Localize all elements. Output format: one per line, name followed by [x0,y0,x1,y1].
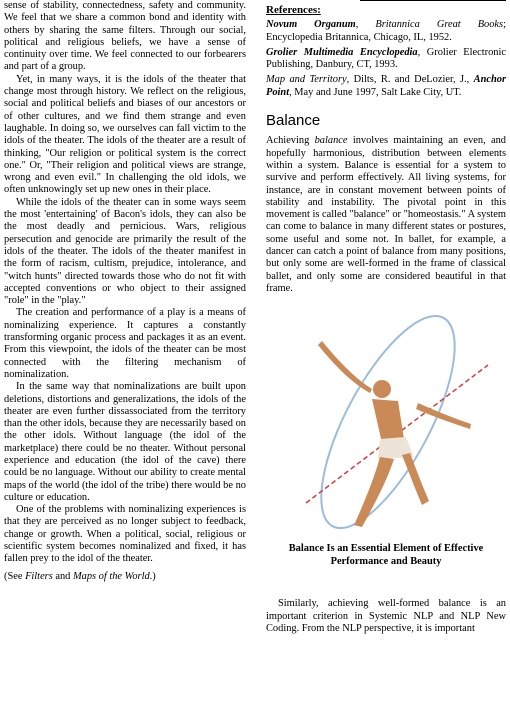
reference-title: Map and Territory [266,74,347,86]
section-heading-balance: Balance [266,112,321,130]
dancer-figure [318,341,471,527]
paragraph: One of the problems with nominalizing experiences is that they are perceived as no longer subject to feedback, change or growth. When a political, social, religious or scientific system becomes nominalized and fixed, it has fallen prey to the idol of the theater. [4,504,246,565]
reference-text: ; Encyclopedia Britannica, Chicago, IL, 1952. [266,19,506,43]
reference-item [266,74,506,99]
paragraph: Similarly, achieving well-formed balance is an important criterion in Systemic NLP and NLP New Coding. From the NLP perspective, it is important [266,598,506,634]
reference-text: , Grolier Electronic Publishing, Danbury, CT, 1993. [266,46,506,71]
paragraph: Yet, in many ways, it is the idols of the theater that change most through history. We reflect on the religious, social and political beliefs and biases of our ancestors or of other cultures, and we find them strange and even laughable. In doing so, we ourselves can fall victim to the idols of the theater. The idols of the theater are a result of thinking, "Our religion or political system is the correct one." Or, "Their religion and political views are strange, wrong and even evil." In challenging the old idols, we often unknowingly set up new ones in their place. [4,73,246,196]
reference-item [266,47,506,72]
see-also [4,571,246,583]
paragraph-text: involves maintaining an even, and hopefully harmonious, distribution between elements within a system. Balance is essential for a system to survive and perform effectively. All living systems, for instance, are in constant movement between points of stability and instability. The pivotal point in this movement is called "balance" or "homeostasis." A system can come to balance in many different states or postures, some useful and some not. In ballet, for example, a dancer can catch a point of balance from many positions, but only some are well-formed in the frame of classical ballet, and only some are considered beautiful in that frame. [266,135,506,294]
figure-caption: Balance Is an Essential Element of Effective Performance and Beauty [288,543,484,567]
reference-text: , Dilts, R. and DeLozier, J., [346,74,474,86]
paragraph-text: Achieving [266,135,315,147]
references-heading: References: [266,4,321,16]
reference-text: , [355,19,376,31]
see-also-text: and [52,570,73,582]
link-filters[interactable]: Filters [25,570,53,582]
reference-title: Novum Organum [266,19,356,31]
spacer [266,568,506,598]
reference-text: , May and June 1997, Salt Lake City, UT. [289,86,462,98]
paragraph: sense of stability, connectedness, safety and community. We feel that we share a common bond and identity with others by sharing the same filters. Through our social, political and religious beliefs, we have a sense of continuity over time. We feel connected to our forbearers and part of a group. [4,0,246,73]
link-maps-of-the-world[interactable]: Maps of the World [72,570,150,582]
reference-journal: Anchor Point [266,74,506,98]
dancer-illustration [266,307,506,537]
paragraph: In the same way that nominalizations are built upon deletions, distortions and generalizations, the idols of the theater are even further dissassociated from the territory than the other idols, because they are necessarily based on the other idols. Without language (the idol of the marketplace) there could be no theater. Without personal experience and education (the idol of the cave) there could be no language. Without our ability to create mental maps of the world (the idol of the tribe) there would be no culture or education. [4,381,246,503]
paragraph: While the idols of the theater can in some ways seem the most 'entertaining' of Bacon's idols, they can also be the most deadly and pernicious. Wars, religious persecution and genocide are primarily the result of the idols of the theater. The idols of the theater manifest in the form of racism, cultism, prejudice, intolerance, and "witch hunts" directed towards those who do not fit with accepted conventions or who object to their assigned "role" in the "play." [4,196,246,307]
right-column [266,0,506,635]
left-column [4,0,246,583]
see-also-text: .) [149,570,156,582]
dancer-svg [266,307,506,537]
reference-item [266,19,506,44]
term-balance: balance [314,135,348,147]
paragraph: The creation and performance of a play is a means of nominalizing experience. It captures a constantly transforming organic process and packages it as an event. From this viewpoint, the idols of the theater can be most connected with the filtering mechanism of nominalization. [4,307,246,380]
reference-series: Britannica Great Books [375,19,504,31]
see-also-text: (See [4,570,26,582]
paragraph [266,135,506,295]
reference-title: Grolier Multimedia Encyclopedia [266,46,418,58]
